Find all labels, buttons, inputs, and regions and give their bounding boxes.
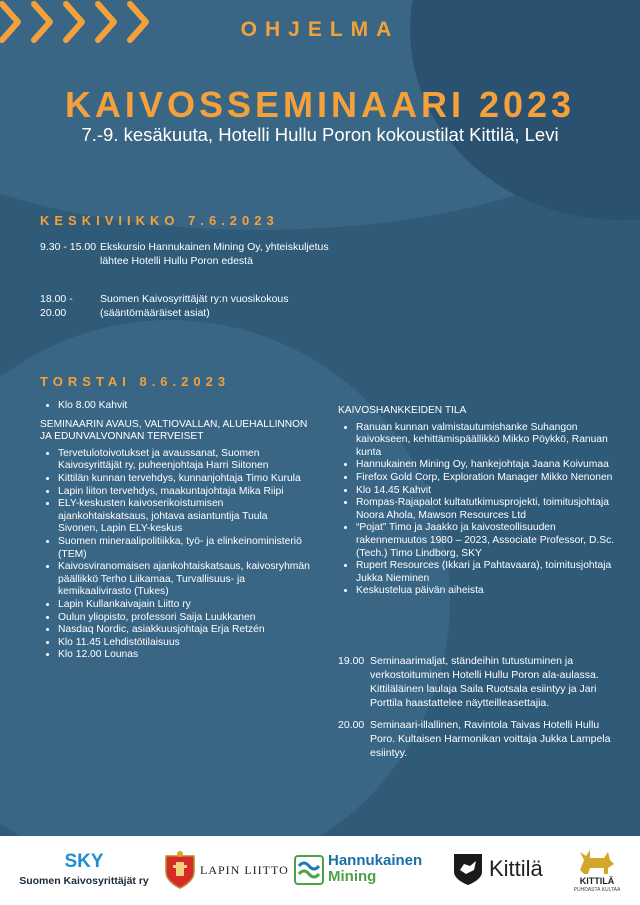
- hannukainen-logo-line1: Hannukainen: [328, 852, 423, 869]
- day-heading-wednesday: KESKIVIIKKO 7.6.2023: [40, 213, 279, 228]
- schedule-time: 20.00: [338, 719, 365, 731]
- schedule-desc: Seminaari-illallinen, Ravintola Taivas Hotelli Hullu Poro. Kultaisen Harmonikan voittaja Jukka Lampela esiintyy.: [370, 719, 611, 759]
- schedule-item: [338, 654, 620, 710]
- page-kicker: OHJELMA: [240, 18, 400, 41]
- list-item: • Hannukainen Mining Oy, hankejohtaja Jaana Koivumaa: [356, 459, 620, 472]
- list-item: • Lapin Kullankaivajain Liitto ry: [58, 599, 310, 612]
- list-item: • Firefox Gold Corp, Exploration Manager Mikko Nenonen: [356, 472, 620, 485]
- hannukainen-logo-line2: Mining: [328, 868, 377, 885]
- list-item: • Kaivosviranomaisen ajankohtaiskatsaus, kaivosryhmän päällikkö Terho Liikamaa, Turvallisuus- ja kemikaalivirasto (Tukes): [58, 561, 310, 599]
- section-heading: SEMINAARIN AVAUS, VALTIOVALLAN, ALUEHALLINNON JA EDUNVALVONNAN TERVEISET: [40, 418, 308, 443]
- list-item: • ELY-keskusten kaivoserikoistumisen ajankohtaiskatsaus, johtava asiantuntija Tuula Sivonen, Lapin ELY-keskus: [58, 498, 310, 536]
- list-item: • Klo 8.00 Kahvit: [58, 400, 310, 413]
- kittila-logo: Kittilä: [489, 856, 543, 881]
- schedule-item: [338, 718, 620, 760]
- sky-logo: [14, 852, 154, 887]
- schedule-desc: Ekskursio Hannukainen Mining Oy, yhteiskuljetus lähtee Hotelli Hullu Poron edestä: [100, 241, 329, 267]
- hannukainen-logo: [328, 853, 422, 885]
- schedule-desc: Seminaarimaljat, ständeihin tutustuminen ja verkostoituminen Hotelli Hullu Poron ala-aulassa. Kittiläläinen laulaja Saila Ruotsala esiintyy ja Jari Porttila haastattelee näytteilleasettajia.: [370, 655, 599, 709]
- schedule-time: 18.00 - 20.00: [40, 293, 73, 319]
- kittila-gold-logo-sub: PUHDASTA KULTAA: [573, 887, 621, 893]
- lapin-liitto-logo: LAPIN LIITTO: [200, 863, 289, 877]
- schedule-time: 9.30 - 15.00: [40, 241, 97, 253]
- list-item: • Rupert Resources (Ikkari ja Pahtavaara), toimitusjohtaja Jukka Nieminen: [356, 560, 620, 585]
- kittila-crest-icon: [452, 852, 484, 886]
- section-heading: KAIVOSHANKKEIDEN TILA: [338, 405, 467, 416]
- thursday-left-column: [40, 400, 310, 662]
- list-item: • Lapin liiton tervehdys, maakuntajohtaja Mika Riipi: [58, 486, 310, 499]
- list-item: • Klo 12.00 Lounas: [58, 649, 310, 662]
- page-subtitle: 7.-9. kesäkuuta, Hotelli Hullu Poron kokoustilat Kittilä, Levi: [81, 124, 559, 145]
- list-item: • Suomen mineraalipolitiikka, työ- ja elinkeinoministeriö (TEM): [58, 536, 310, 561]
- kittila-reindeer-icon: [574, 846, 618, 876]
- day-heading-thursday: TORSTAI 8.6.2023: [40, 374, 231, 389]
- kittila-gold-logo-title: KITTILÄ: [579, 876, 615, 886]
- list-item: • Tervetulotoivotukset ja avaussanat, Suomen Kaivosyrittäjät ry, puheenjohtaja Harri Siitonen: [58, 448, 310, 473]
- list-item: • Klo 14.45 Kahvit: [356, 485, 620, 498]
- sky-logo-mark: SKY: [64, 851, 104, 872]
- hannukainen-logo-icon: [294, 854, 324, 886]
- page-title: KAIVOSSEMINAARI 2023: [64, 84, 576, 125]
- sky-logo-name: Suomen Kaivosyrittäjät ry: [19, 875, 149, 887]
- lapin-liitto-crest-icon: [164, 850, 196, 890]
- list-item: • Nasdaq Nordic, asiakkuusjohtaja Erja Retzén: [58, 624, 310, 637]
- thursday-right-column: [338, 405, 620, 598]
- list-item: • Kittilän kunnan tervehdys, kunnanjohtaja Timo Kurula: [58, 473, 310, 486]
- list-item: • Oulun yliopisto, professori Saija Luukkanen: [58, 612, 310, 625]
- list-item: • Keskustelua päivän aiheista: [356, 585, 620, 598]
- list-item: • “Pojat” Timo ja Jaakko ja kaivosteollisuuden rakennemuutos 1980 – 2023, Associate Professor, D.Sc. (Tech.) Timo Lindborg, SKY: [356, 522, 620, 560]
- schedule-time: 19.00: [338, 655, 365, 667]
- list-item: • Klo 11.45 Lehdistötilaisuus: [58, 637, 310, 650]
- schedule-item: [40, 240, 350, 268]
- schedule-desc: Suomen Kaivosyrittäjät ry:n vuosikokous (sääntömääräiset asiat): [100, 293, 289, 319]
- list-item: • Ranuan kunnan valmistautumishanke Suhangon kaivokseen, kehittämispäällikkö Mikko Pöykkö, Ranuan kunta: [356, 422, 620, 460]
- schedule-item: [40, 292, 350, 320]
- kittila-gold-logo: [570, 877, 624, 894]
- sponsor-footer: [0, 836, 640, 905]
- list-item: • Rompas-Rajapalot kultatutkimusprojekti, toimitusjohtaja Noora Ahola, Mawson Resources Ltd: [356, 497, 620, 522]
